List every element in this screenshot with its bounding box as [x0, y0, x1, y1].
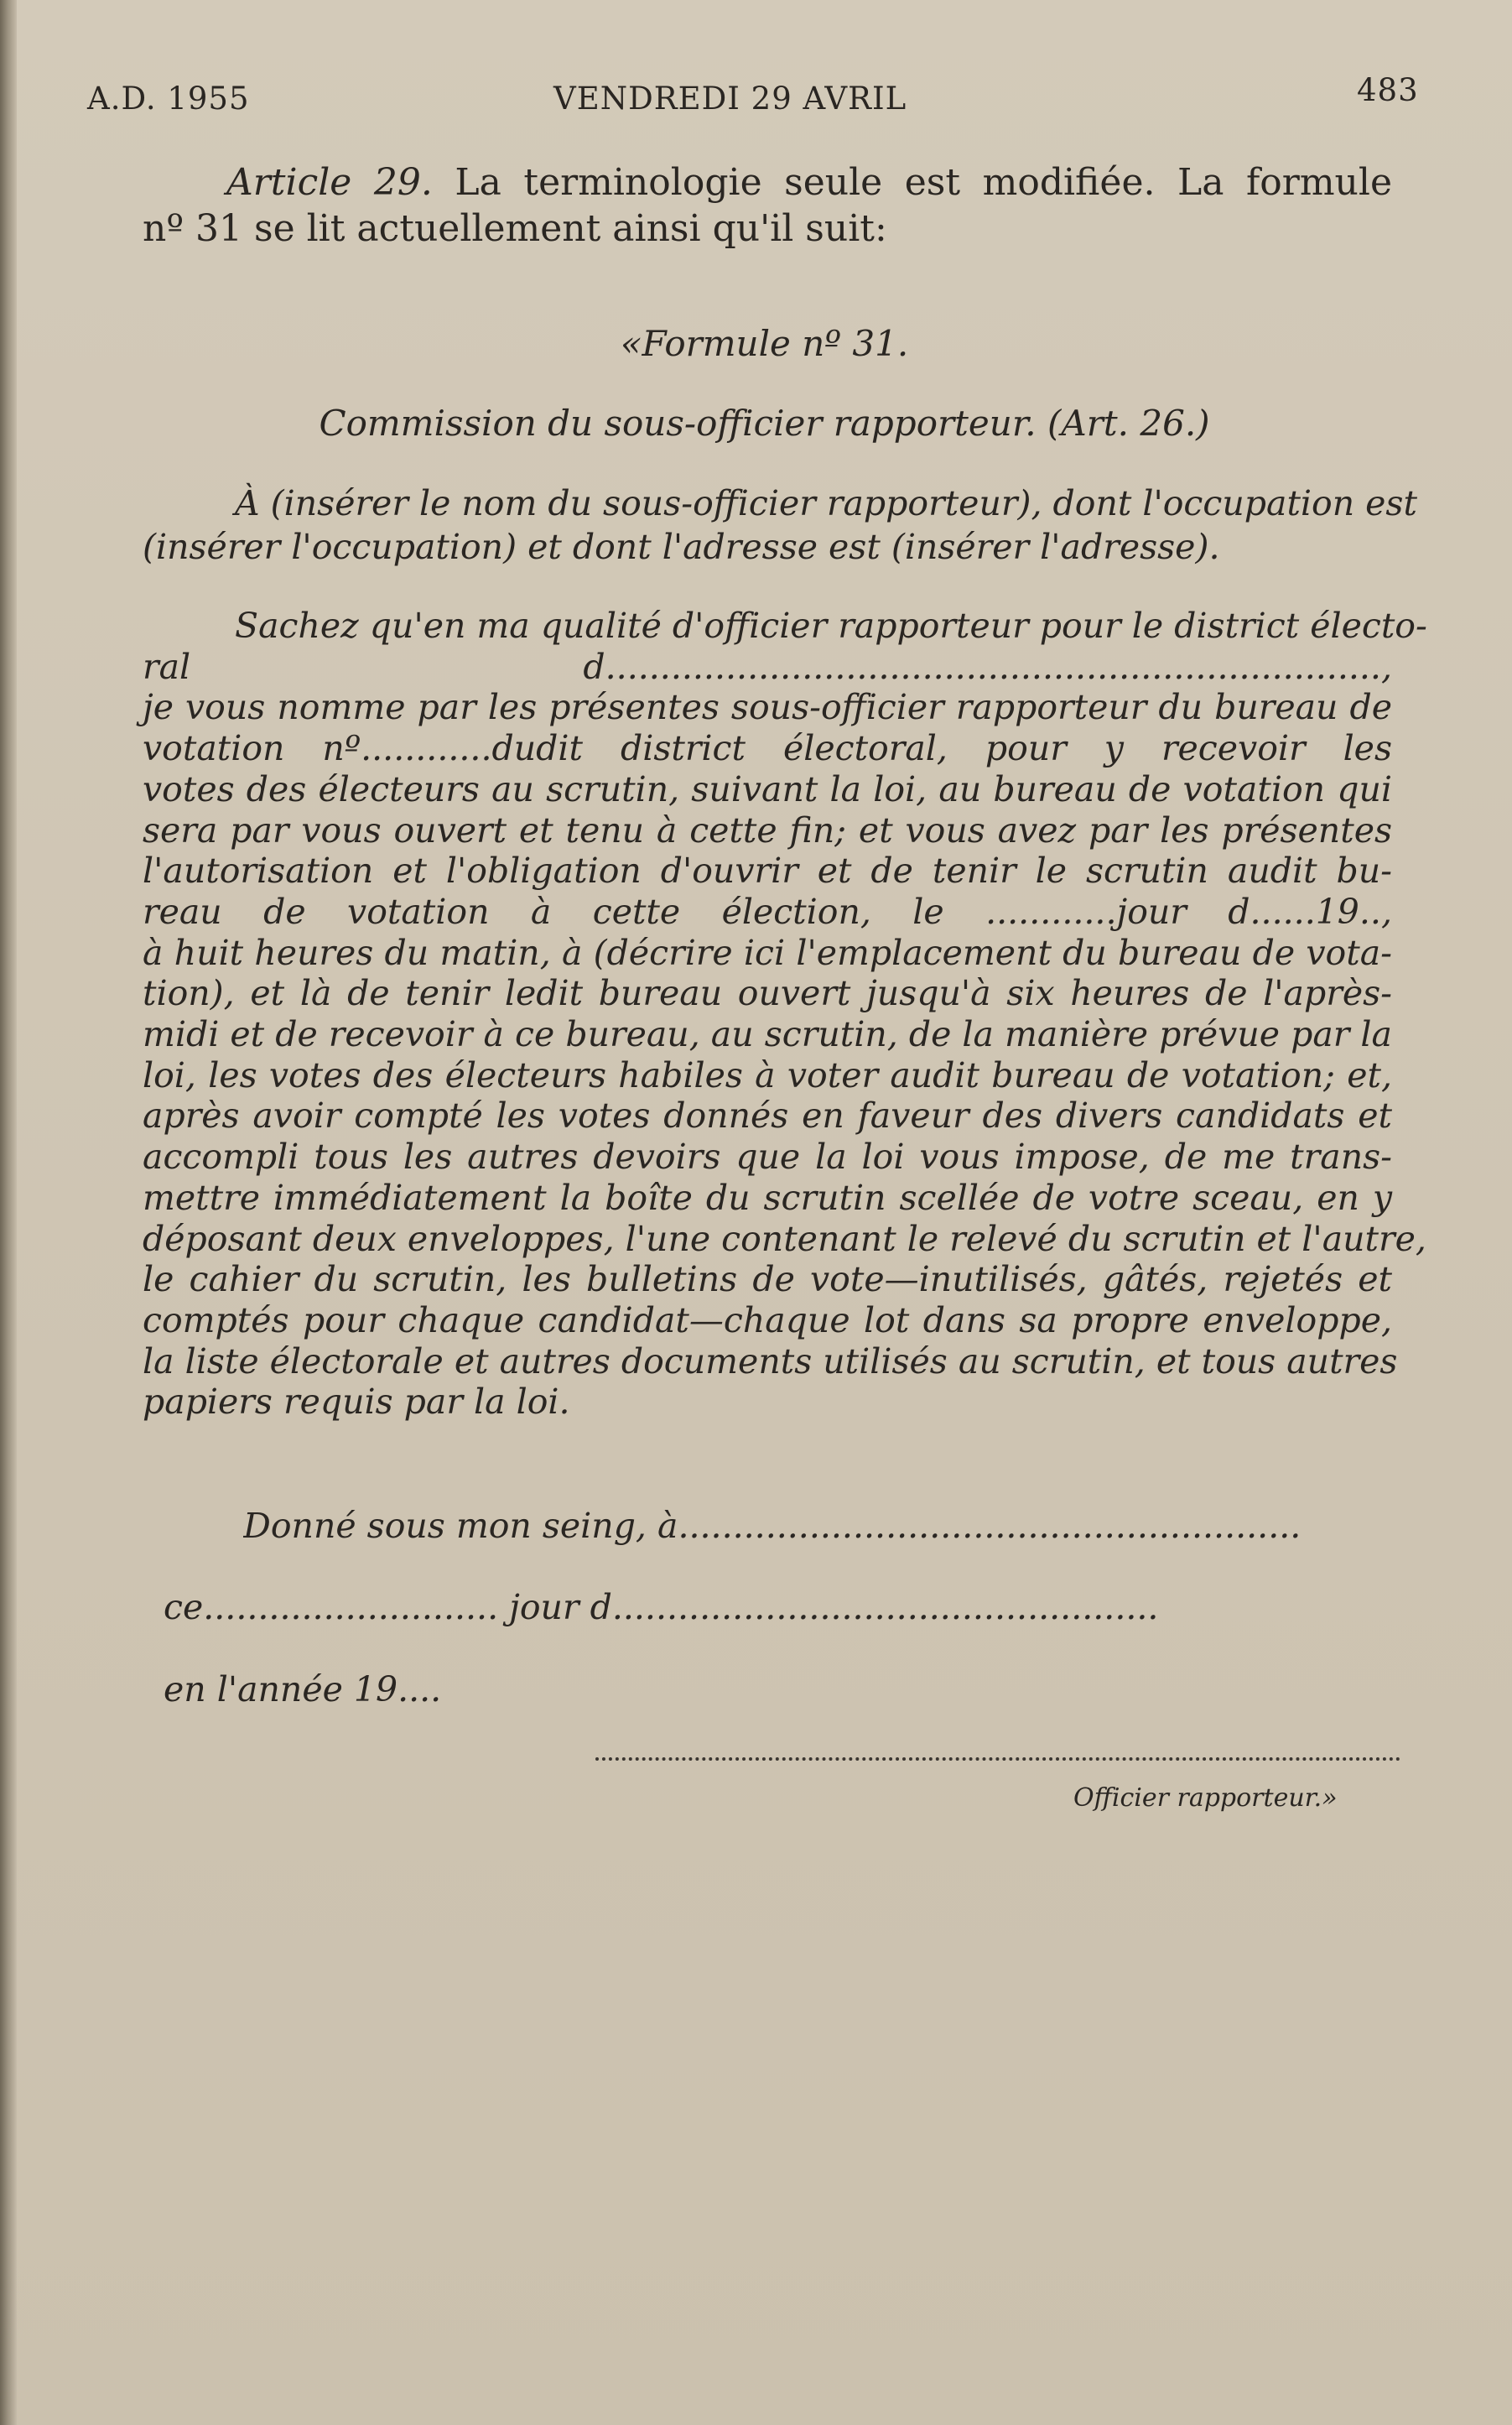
officer-title: Officier rapporteur.»	[1073, 1783, 1338, 1813]
body-line: reau de votation à cette élection, le ............jour d......19..,	[143, 891, 1392, 932]
book-spine-shadow	[0, 0, 17, 2425]
commission-heading: Commission du sous-officier rapporteur. (Art. 26.)	[319, 403, 1210, 444]
body-line: papiers requis par la loi.	[143, 1382, 570, 1423]
body-line: à huit heures du matin, à (décrire ici l'emplacement du bureau de vota-	[143, 932, 1392, 973]
addressee-paragraph	[143, 481, 1417, 569]
body-line: Sachez qu'en ma qualité d'officier rapporteur pour le district électo-	[235, 606, 1427, 646]
signature-date-line: ce........................... jour d..................................................	[164, 1587, 1159, 1627]
body-line: midi et de recevoir à ce bureau, au scrutin, de la manière prévue par la	[143, 1014, 1392, 1055]
body-line: après avoir compté les votes donnés en faveur des divers candidats et	[143, 1095, 1392, 1137]
signature-place-line: Donné sous mon seing, à.........................................................	[243, 1506, 1302, 1546]
header-date: VENDREDI 29 AVRIL	[553, 81, 907, 117]
signature-dotted-line	[595, 1749, 1400, 1761]
body-line: le cahier du scrutin, les bulletins de vote—inutilisés, gâtés, rejetés et	[143, 1259, 1392, 1300]
signature-year-line: en l'année 19....	[164, 1669, 442, 1709]
body-line: ral d.......................................................................,	[143, 646, 1392, 687]
body-line: votation nº............dudit district électoral, pour y recevoir les	[143, 728, 1392, 769]
body-line: loi, les votes des électeurs habiles à voter audit bureau de votation; et,	[143, 1054, 1392, 1095]
body-line: comptés pour chaque candidat—chaque lot dans sa propre enveloppe,	[143, 1299, 1392, 1340]
formule-title: «Formule nº 31.	[620, 323, 909, 364]
body-line: sera par vous ouvert et tenu à cette fin; et vous avez par les présentes	[143, 809, 1392, 851]
body-line: la liste électorale et autres documents utilisés au scrutin, et tous autres	[143, 1340, 1398, 1382]
article-line-1	[143, 159, 1392, 206]
addressee-line-1: À (insérer le nom du sous-officier rapporteur), dont l'occupation est	[235, 483, 1417, 523]
body-line: mettre immédiatement la boîte du scrutin scellée de votre sceau, en y	[143, 1177, 1392, 1218]
body-line: tion), et là de tenir ledit bureau ouvert jusqu'à six heures de l'après-	[143, 973, 1392, 1014]
body-line: l'autorisation et l'obligation d'ouvrir et de tenir le scrutin audit bu-	[143, 851, 1392, 892]
body-line: je vous nomme par les présentes sous-officier rapporteur du bureau de	[143, 687, 1392, 728]
commission-body-paragraph	[143, 606, 1427, 1423]
page-number: 483	[1357, 72, 1419, 108]
article-line-1-text: La terminologie seule est modifiée. La formule	[455, 161, 1392, 204]
page	[17, 0, 1512, 2425]
body-line: votes des électeurs au scrutin, suivant la loi, au bureau de votation qui	[143, 768, 1392, 809]
article-intro	[143, 159, 1392, 252]
body-line: déposant deux enveloppes, l'une contenant le relevé du scrutin et l'autre,	[143, 1218, 1426, 1259]
addressee-line-2: (insérer l'occupation) et dont l'adresse est (insérer l'adresse).	[143, 527, 1220, 567]
article-line-2: nº 31 se lit actuellement ainsi qu'il suit:	[143, 207, 887, 250]
article-label: Article 29.	[226, 161, 433, 204]
header-year: A.D. 1955	[87, 81, 250, 117]
body-line: accompli tous les autres devoirs que la loi vous impose, de me trans-	[143, 1137, 1392, 1178]
